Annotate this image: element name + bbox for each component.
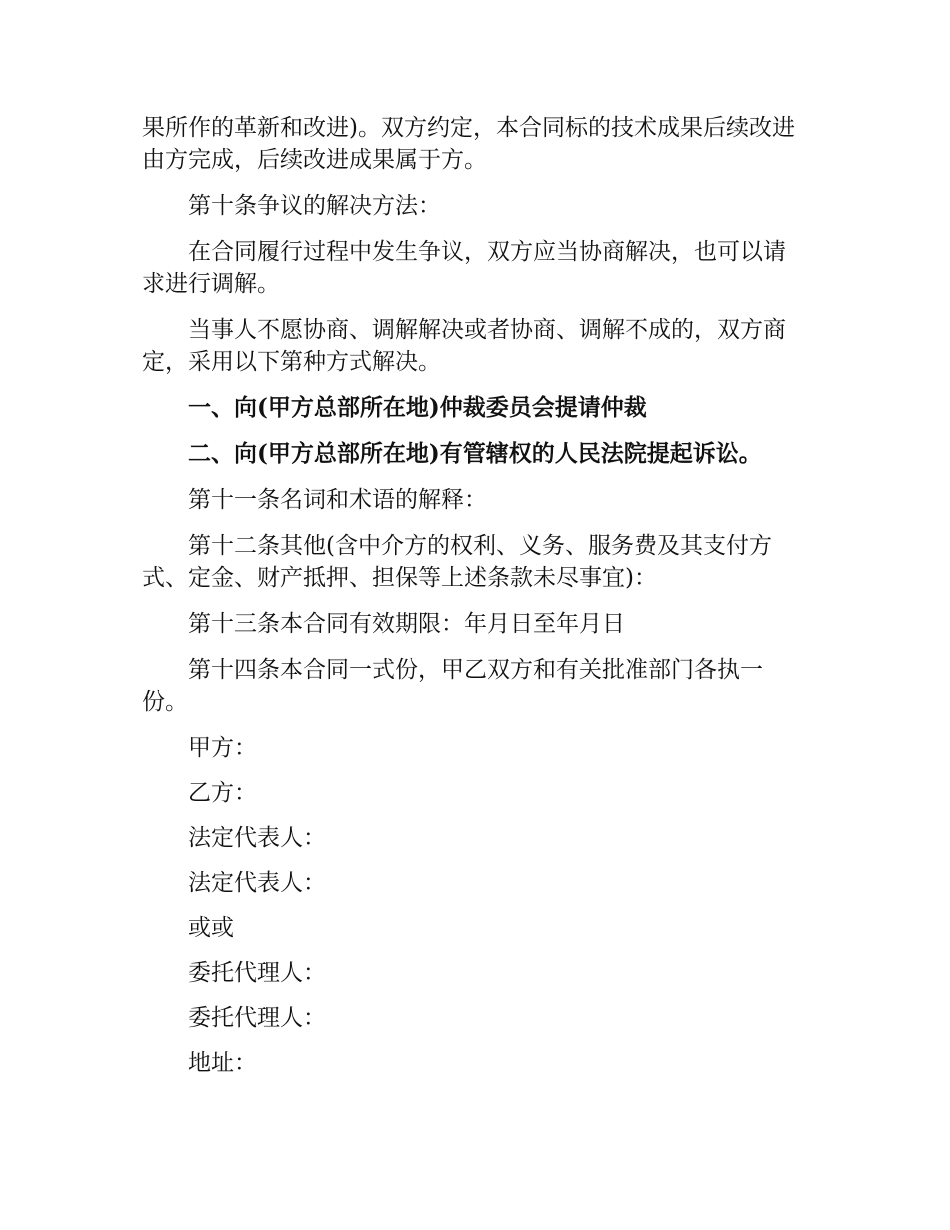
paragraph-article-11: 第十一条名词和术语的解释： <box>188 487 487 513</box>
paragraph-article-13: 第十三条本合同有效期限：年月日至年月日 <box>188 611 625 637</box>
paragraph-dispute-negotiation: 在合同履行过程中发生争议，双方应当协商解决，也可以请求进行调解。 <box>142 239 786 297</box>
paragraph-article-14: 第十四条本合同一式份，甲乙双方和有关批准部门各执一份。 <box>142 657 763 715</box>
signature-party-a: 甲方： <box>188 735 257 761</box>
signature-legal-rep-b: 法定代表人： <box>188 870 326 896</box>
paragraph-article-10-title: 第十条争议的解决方法： <box>188 193 441 219</box>
signature-agent-b: 委托代理人： <box>188 1005 326 1031</box>
signature-agent-a: 委托代理人： <box>188 960 326 986</box>
paragraph-option-litigation: 二、向(甲方总部所在地)有管辖权的人民法院提起诉讼。 <box>188 440 762 467</box>
signature-legal-rep-a: 法定代表人： <box>188 825 326 851</box>
signature-address: 地址： <box>188 1050 257 1076</box>
paragraph-option-arbitration: 一、向(甲方总部所在地)仲裁委员会提请仲裁 <box>188 394 647 421</box>
paragraph-article-12: 第十二条其他(含中介方的权利、义务、服务费及其支付方式、定金、财产抵押、担保等上述条款未尽事宜)： <box>142 533 772 591</box>
document-body <box>142 112 807 1092</box>
paragraph-improvement-terms: 果所作的革新和改进)。双方约定，本合同标的技术成果后续改进由方完成，后续改进成果属于方。 <box>142 115 795 173</box>
signature-party-b: 乙方： <box>188 780 257 806</box>
signature-or: 或或 <box>188 915 234 941</box>
paragraph-dispute-method-choice: 当事人不愿协商、调解解决或者协商、调解不成的，双方商定，采用以下第种方式解决。 <box>142 317 786 375</box>
